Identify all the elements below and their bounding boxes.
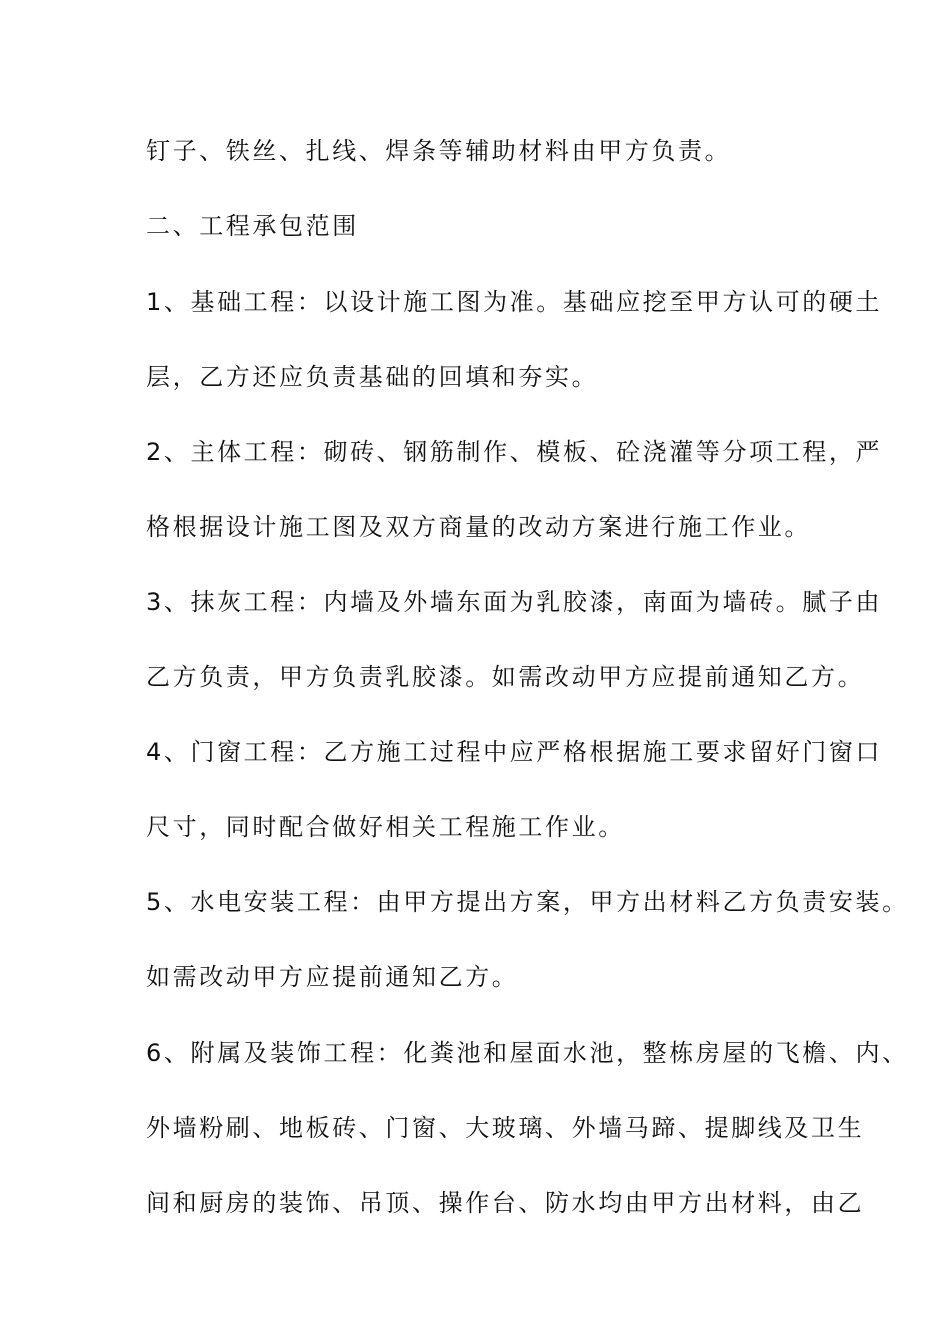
text-line: 3、抹灰工程：内墙及外墙东面为乳胶漆，南面为墙砖。腻子由 [146,588,883,616]
text-line: 钉子、铁丝、扎线、焊条等辅助材料由甲方负责。 [146,137,732,165]
text-line: 层，乙方还应负责基础的回填和夯实。 [146,363,599,391]
text-line: 间和厨房的装饰、吊顶、操作台、防水均由甲方出材料，由乙 [146,1189,865,1217]
text-line: 1、基础工程：以设计施工图为准。基础应挖至甲方认可的硬土 [146,288,883,316]
text-line: 4、门窗工程：乙方施工过程中应严格根据施工要求留好门窗口 [146,738,883,766]
text-line: 尺寸，同时配合做好相关工程施工作业。 [146,813,625,841]
text-line: 乙方负责，甲方负责乳胶漆。如需改动甲方应提前通知乙方。 [146,663,865,691]
text-line: 格根据设计施工图及双方商量的改动方案进行施工作业。 [146,513,811,541]
text-line: 6、附属及装饰工程：化粪池和屋面水池，整栋房屋的飞檐、内、 [146,1039,909,1067]
text-line: 5、水电安装工程：由甲方提出方案，甲方出材料乙方负责安装。 [146,888,909,916]
text-line: 如需改动甲方应提前通知乙方。 [146,963,519,991]
text-line: 2、主体工程：砌砖、钢筋制作、模板、砼浇灌等分项工程，严 [146,438,883,466]
text-line: 外墙粉刷、地板砖、门窗、大玻璃、外墙马蹄、提脚线及卫生 [146,1114,865,1142]
section-heading: 二、工程承包范围 [146,212,359,240]
